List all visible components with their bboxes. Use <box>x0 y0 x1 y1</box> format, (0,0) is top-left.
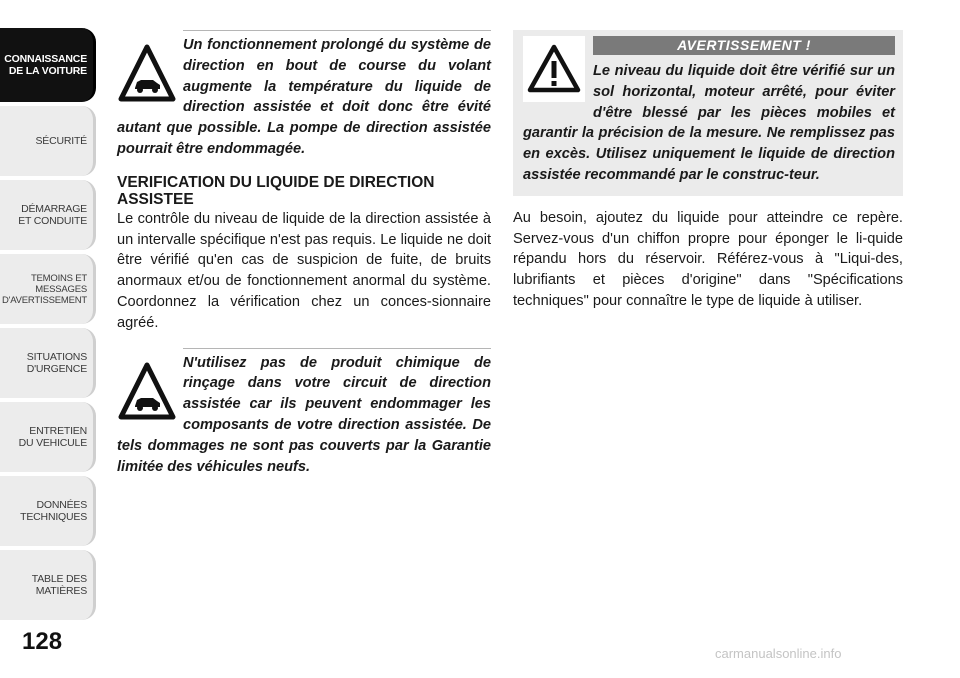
tab-demarrage-conduite[interactable]: DÉMARRAGE ET CONDUITE <box>0 180 96 250</box>
page-number: 128 <box>22 628 63 655</box>
tab-temoins-messages[interactable]: TEMOINS ET MESSAGES D'AVERTISSEMENT <box>0 254 96 324</box>
chapter-sidebar <box>0 0 100 678</box>
divider <box>183 30 491 31</box>
tab-donnees-techniques[interactable]: DONNÉES TECHNIQUES <box>0 476 96 546</box>
tab-situations-urgence[interactable]: SITUATIONS D'URGENCE <box>0 328 96 398</box>
caution-note-1 <box>117 35 491 160</box>
caution-text-1: Un fonctionnement prolongé du système de direction en bout de course du volant augmente la température du liquide de direction assistée et doit donc être évité autant que possible. La pompe de direction assistée pourrait être endommagée. <box>117 37 491 157</box>
right-column <box>513 30 903 312</box>
caution-text-2: N'utilisez pas de produit chimique de rinçage dans votre circuit de direction assistée car ils peuvent endommager les composants de votre direction assistée. De tels dommages ne sont pas couverts par la Garantie limitée des véhicules neufs. <box>117 354 491 475</box>
tab-table-matieres[interactable]: TABLE DES MATIÈRES <box>0 550 96 620</box>
section-heading: VERIFICATION DU LIQUIDE DE DIRECTION ASSISTEE <box>117 173 435 208</box>
tab-connaissance-voiture[interactable]: CONNAISSANCE DE LA VOITURE <box>0 28 96 102</box>
divider <box>183 348 491 349</box>
right-body: Au besoin, ajoutez du liquide pour atteindre ce repère. Servez-vous d'un chiffon propre pour éponger le li-quide répandu hors du réservoir. Référez-vous à "Liqui-des, lubrifiants et pièces d'origine" dans "Spécifications techniques" pour connaître le type de liquide à utiliser. <box>513 209 903 309</box>
tab-securite[interactable]: SÉCURITÉ <box>0 106 96 176</box>
tab-entretien-vehicule[interactable]: ENTRETIEN DU VEHICULE <box>0 402 96 472</box>
caution-note-2 <box>117 353 491 478</box>
left-column <box>117 30 491 477</box>
warning-icon-box <box>523 36 585 102</box>
warning-box <box>513 30 903 196</box>
warning-text: Le niveau du liquide doit être vérifié sur un sol horizontal, moteur arrêté, pour éviter d'être blessé par les pièces mobiles et garantir la précision de la mesure. Ne remplissez pas en excès. Utilisez uniquement le liquide de direction assistée recommandé par le construc-teur. <box>523 63 895 183</box>
car-caution-icon <box>117 41 177 111</box>
section-body: Le contrôle du niveau de liquide de la direction assistée à un intervalle spécifique n'est pas requis. Le liquide ne doit être vérifié qu'en cas de suspicion de fuite, de bruits anormaux et/ou de fonctionnement anormal du système. Coordonnez la vérification chez un conces-sionnaire agréé. <box>117 210 491 331</box>
warning-triangle-icon <box>527 44 581 94</box>
car-caution-icon <box>117 359 177 429</box>
watermark: carmanualsonline.info <box>715 646 842 661</box>
warning-title: AVERTISSEMENT ! <box>593 36 895 55</box>
